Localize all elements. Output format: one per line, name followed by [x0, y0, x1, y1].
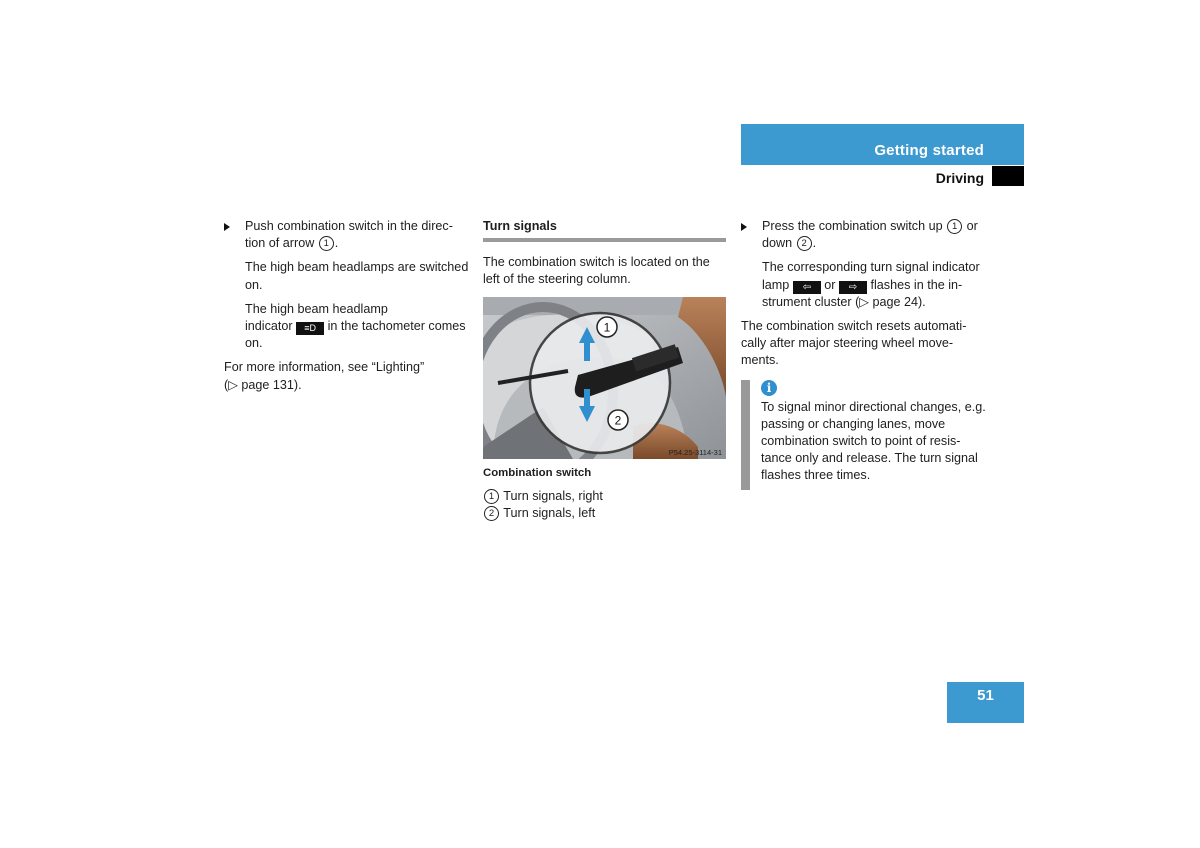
column-3 — [741, 218, 986, 485]
instruction-bullet — [741, 218, 986, 252]
legend-item — [483, 505, 726, 522]
result-text-line: in the tachometer comes on. — [245, 319, 466, 351]
high-beam-icon: ≡D — [296, 322, 324, 335]
callout-number: 1 — [319, 236, 334, 251]
subsection-title: Driving — [935, 170, 984, 186]
instruction-text: Press the combination switch up — [762, 219, 943, 233]
page-reference-link[interactable]: strument cluster (▷ page 24). — [762, 294, 926, 309]
figure-caption: Combination switch — [483, 466, 592, 479]
note-text: To signal minor directional changes, e.g. passing or changing lanes, move combination switch to point of resis-tance only and release. The turn signal flashes three times. — [761, 399, 986, 483]
bullet-triangle-icon — [741, 223, 747, 231]
reference-text — [224, 359, 469, 393]
note-bar — [741, 380, 750, 490]
result-text-line: indicator — [245, 319, 293, 334]
figure-callout-2: 2 — [614, 413, 622, 428]
punctuation: . — [812, 236, 817, 251]
info-icon: i — [761, 380, 777, 396]
result-text-line: The corresponding turn signal indicator — [762, 260, 980, 275]
result-text-line: flashes in the in- — [870, 277, 963, 292]
section-header-bar — [741, 124, 1024, 165]
legend-text: Turn signals, left — [503, 506, 596, 521]
instruction-text: or — [966, 219, 978, 233]
figure-legend — [483, 488, 726, 522]
intro-text: The combination switch is located on the left of the steering column. — [483, 255, 710, 287]
combination-switch-illustration — [483, 297, 726, 459]
body-text: The combination switch resets automati-cally after major steering wheel move-ments. — [741, 319, 967, 368]
legend-item — [483, 488, 726, 505]
combination-switch-figure — [483, 297, 726, 459]
left-turn-signal-icon: ⇦ — [793, 281, 821, 294]
section-heading: Turn signals — [483, 218, 726, 242]
legend-text: Turn signals, right — [503, 488, 603, 503]
column-1 — [224, 218, 469, 401]
bullet-triangle-icon — [224, 223, 230, 231]
section-title: Getting started — [874, 142, 984, 159]
legend-number: 2 — [484, 506, 499, 521]
result-text — [224, 301, 469, 353]
figure-callout-1: 1 — [603, 320, 611, 335]
instruction-text: tion of arrow — [245, 236, 315, 251]
result-text: The high beam headlamps are switched on. — [245, 260, 469, 292]
callout-number: 2 — [797, 236, 812, 251]
page-number-box — [947, 682, 1024, 723]
instruction-text: Push combination switch in the direc- — [245, 219, 453, 233]
instruction-bullet — [224, 218, 469, 252]
result-text — [741, 259, 986, 311]
result-text-line: or — [824, 277, 836, 292]
result-text-line: lamp — [762, 277, 790, 292]
figure-code: P54.25-3114-31 — [668, 447, 722, 457]
result-text-line: The high beam headlamp — [245, 301, 388, 316]
instruction-text: down — [762, 236, 793, 251]
legend-number: 1 — [484, 489, 499, 504]
column-2 — [483, 218, 726, 522]
info-note — [741, 380, 986, 485]
page-number: 51 — [977, 687, 994, 704]
right-turn-signal-icon: ⇨ — [839, 281, 867, 294]
reference-line: For more information, see “Lighting” — [224, 360, 425, 375]
callout-number: 1 — [947, 219, 962, 234]
page-reference-link[interactable]: (▷ page 131). — [224, 377, 302, 392]
punctuation: . — [334, 236, 339, 251]
subsection-marker — [992, 166, 1024, 186]
